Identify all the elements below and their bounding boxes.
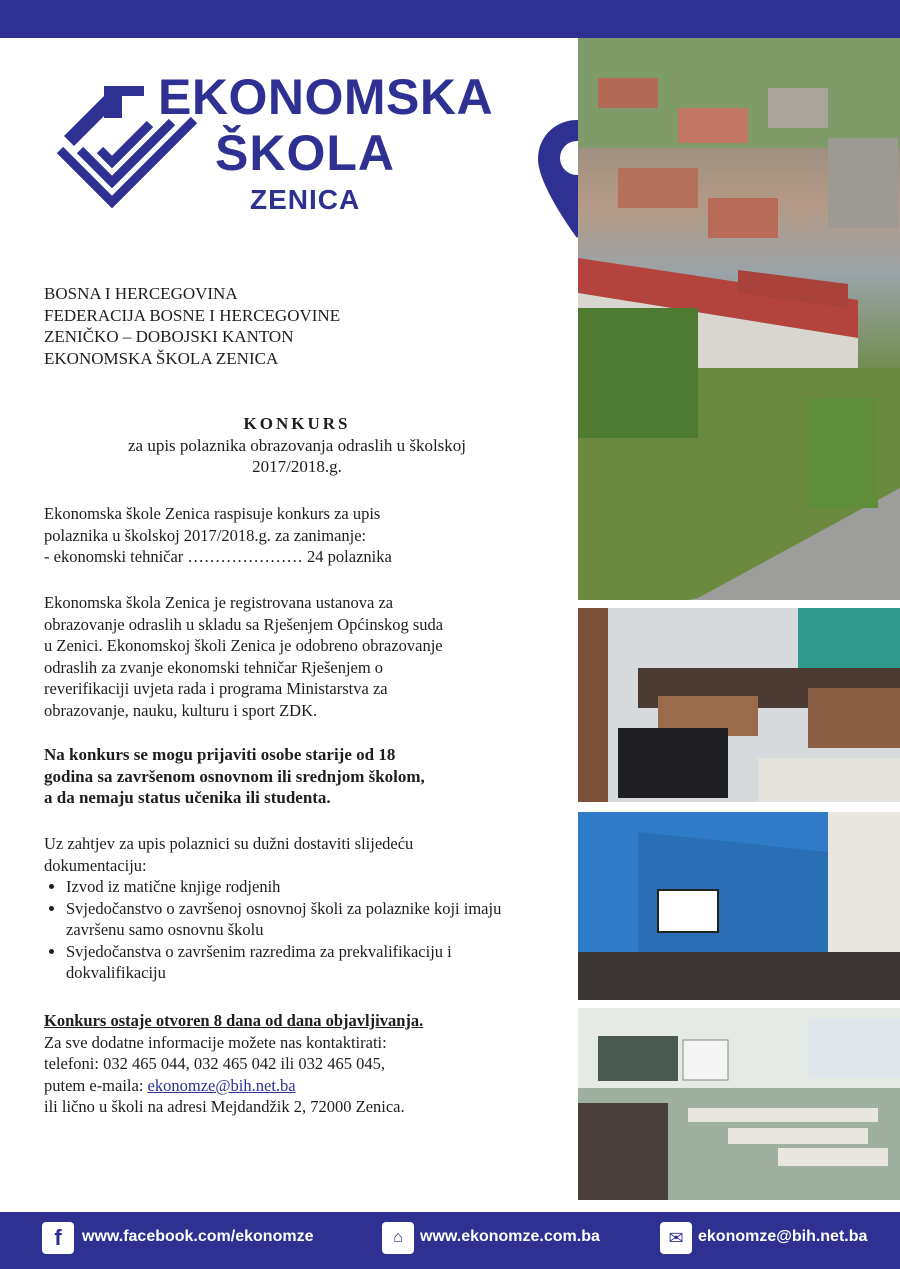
text-line: - ekonomski tehničar ………………… 24 polaznika: [44, 547, 392, 566]
text-line: odraslih za zvanje ekonomski tehničar Rješenjem o: [44, 657, 384, 677]
address-line: BOSNA I HERCEGOVINA: [44, 284, 238, 303]
document-title: [44, 413, 550, 478]
address-line: FEDERACIJA BOSNE I HERCEGOVINE: [44, 305, 341, 325]
logo-text-ekonomska: EKONOMSKA: [158, 69, 494, 125]
mail-icon[interactable]: ✉: [660, 1222, 692, 1254]
address-line: ili lično u školi na adresi Mejdandžik 2, 72000 Zenica.: [44, 1097, 405, 1116]
registration-paragraph: [44, 592, 554, 721]
climbing-wall-photo: [578, 812, 900, 1000]
title-year: 2017/2018.g.: [252, 457, 342, 476]
eligibility-paragraph: [44, 744, 559, 809]
text-line: godina sa završenom osnovnom ili srednjom školom,: [44, 766, 425, 786]
email-link[interactable]: ekonomze@bih.net.ba: [147, 1075, 296, 1095]
classroom-photo: [578, 608, 900, 802]
list-item: • Svjedočanstva o završenim razredima za prekvalifikaciju i dokvalifikaciju: [66, 941, 554, 984]
documents-paragraph: [44, 833, 554, 984]
logo-text-zenica: ZENICA: [250, 184, 361, 215]
contact-paragraph: [44, 1010, 554, 1118]
text-line: dokumentaciju:: [44, 855, 147, 875]
text-line: Uz zahtjev za upis polaznici su dužni dostaviti slijedeću: [44, 834, 414, 853]
facebook-link[interactable]: www.facebook.com/ekonomze: [82, 1228, 314, 1245]
school-aerial-photo: [578, 38, 900, 600]
title-heading: KONKURS: [243, 414, 351, 433]
address-line: ZENIČKO – DOBOJSKI KANTON: [44, 327, 294, 346]
deadline-notice: Konkurs ostaje otvoren 8 dana od dana objavljivanja.: [44, 1011, 424, 1030]
text-line: obrazovanje odraslih u skladu sa Rješenjem Općinskog suda: [44, 614, 444, 634]
address-line: EKONOMSKA ŠKOLA ZENICA: [44, 348, 279, 368]
text-line: Na konkurs se mogu prijaviti osobe starije od 18: [44, 745, 396, 764]
text-line: u Zenici. Ekonomskoj školi Zenica je odobreno obrazovanje: [44, 636, 443, 655]
documents-list: [44, 876, 554, 984]
list-item: • Svjedočanstvo o završenoj osnovnoj školi za polaznike koji imaju završenu samo osnovnu školu: [66, 898, 554, 941]
text-line: polaznika u školskoj 2017/2018.g. za zanimanje:: [44, 525, 367, 545]
lecture-room-photo: [578, 1008, 900, 1200]
top-banner: [0, 0, 900, 38]
website-link[interactable]: www.ekonomze.com.ba: [420, 1228, 600, 1245]
text-line: Za sve dodatne informacije možete nas kontaktirati:: [44, 1032, 387, 1052]
text-line: Ekonomska škola Zenica je registrovana ustanova za: [44, 593, 394, 612]
text-line: reverifikaciji uvjeta rada i programa Ministarstva za: [44, 679, 388, 698]
facebook-icon[interactable]: f: [42, 1222, 74, 1254]
email-label: putem e-maila:: [44, 1075, 148, 1095]
announcement-paragraph: [44, 503, 554, 568]
text-line: obrazovanje, nauku, kulturu i sport ZDK.: [44, 700, 318, 720]
institution-address: [44, 283, 340, 369]
home-icon[interactable]: ⌂: [382, 1222, 414, 1254]
logo-text-skola: ŠKOLA: [215, 125, 395, 181]
list-item: • Izvod iz matične knjige rodjenih: [66, 876, 554, 898]
text-line: Ekonomska škole Zenica raspisuje konkurs za upis: [44, 504, 381, 523]
phone-numbers: telefoni: 032 465 044, 032 465 042 ili 032 465 045,: [44, 1054, 385, 1073]
email-line: [44, 1075, 554, 1097]
title-subtitle: za upis polaznika obrazovanja odraslih u školskoj: [127, 435, 467, 455]
text-line: a da nemaju status učenika ili studenta.: [44, 788, 331, 807]
email-footer-link[interactable]: ekonomze@bih.net.ba: [698, 1228, 868, 1245]
